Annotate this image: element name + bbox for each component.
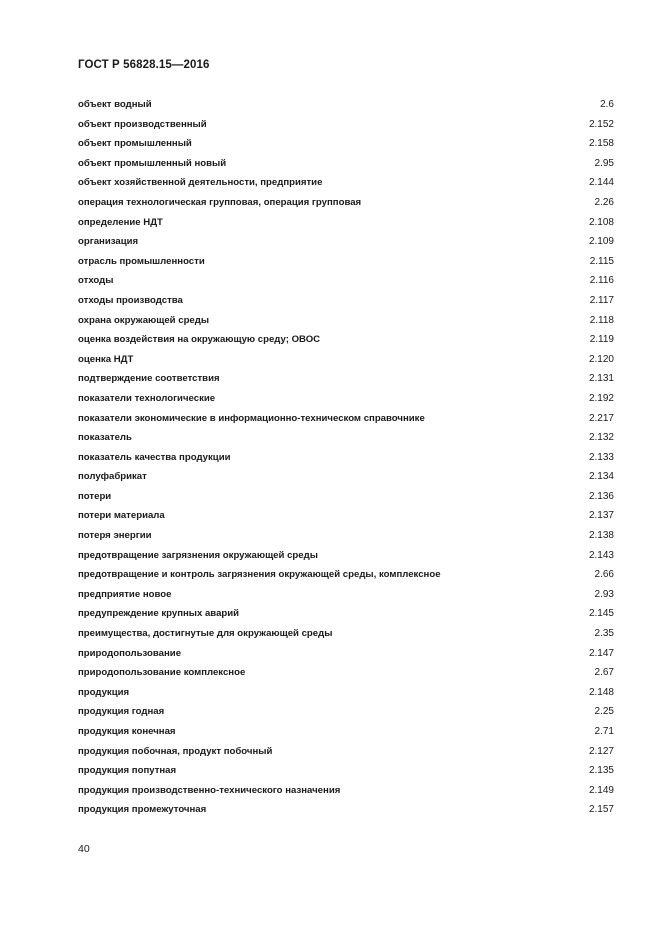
index-term: предотвращение и контроль загрязнения окружающей среды, комплексное [78, 569, 441, 581]
index-term: предприятие новое [78, 588, 172, 600]
page-number: 40 [78, 843, 90, 855]
index-term: оценка НДТ [78, 353, 134, 365]
index-term: преимущества, достигнутые для окружающей среды [78, 628, 333, 640]
index-term: показатели экономические в информационно-техническом справочнике [78, 412, 425, 424]
index-reference: 2.115 [589, 255, 614, 267]
index-reference: 2.132 [588, 432, 614, 444]
index-term: объект промышленный новый [78, 157, 227, 169]
index-term: потеря энергии [78, 530, 152, 542]
index-entry [78, 213, 614, 233]
index-reference: 2.135 [588, 765, 614, 777]
index-reference: 2.93 [594, 588, 614, 600]
index-reference: 2.120 [588, 353, 614, 365]
index-entry [78, 173, 614, 193]
index-reference: 2.149 [588, 784, 614, 796]
index-term: предотвращение загрязнения окружающей среды [78, 549, 318, 561]
index-reference: 2.119 [589, 334, 614, 346]
index-term: потери материала [78, 510, 165, 522]
index-entry [78, 95, 614, 115]
index-reference: 2.116 [589, 275, 614, 287]
index-term: оценка воздействия на окружающую среду; ОВОС [78, 334, 321, 346]
index-entry [78, 683, 614, 703]
index-reference: 2.109 [588, 236, 614, 248]
index-entry [78, 291, 614, 311]
index-term: продукция попутная [78, 765, 177, 777]
index-term: охрана окружающей среды [78, 314, 210, 326]
index-reference: 2.35 [594, 628, 614, 640]
index-term: продукция производственно-технического назначения [78, 784, 341, 796]
index-reference: 2.144 [588, 177, 614, 189]
index-term: природопользование [78, 647, 182, 659]
index-entry [78, 448, 614, 468]
index-reference: 2.117 [589, 294, 614, 306]
index-entry [78, 624, 614, 644]
index-entry [78, 742, 614, 762]
index-term: показатель качества продукции [78, 451, 231, 463]
index-reference: 2.67 [594, 667, 614, 679]
index-entry [78, 663, 614, 683]
index-reference: 2.66 [594, 569, 614, 581]
index-reference: 2.71 [594, 726, 614, 737]
index-term: предупреждение крупных аварий [78, 608, 240, 620]
index-entry [78, 800, 614, 820]
index-entry [78, 154, 614, 174]
index-reference: 2.148 [588, 686, 614, 698]
index-term: показатель [78, 432, 132, 444]
index-entry [78, 565, 614, 585]
index-term: показатели технологические [78, 392, 216, 404]
document-title: ГОСТ Р 56828.15—2016 [78, 59, 210, 71]
index-reference: 2.25 [594, 706, 614, 718]
document-header [78, 59, 209, 71]
index-entry [78, 134, 614, 154]
index-term: подтверждение соответствия [78, 373, 220, 385]
index-reference: 2.131 [588, 373, 614, 385]
index-reference: 2.133 [588, 451, 614, 463]
index-term: отходы производства [78, 294, 183, 306]
index-entry [78, 506, 614, 526]
index-term: отрасль промышленности [78, 255, 205, 267]
index-entry [78, 526, 614, 546]
index-entry [78, 761, 614, 781]
index-term: потери [78, 490, 112, 502]
index-term: продукция годная [78, 706, 165, 718]
index-term: организация [78, 236, 139, 248]
index-reference: 2.6 [600, 99, 614, 110]
index-entry [78, 350, 614, 370]
index-entry [78, 311, 614, 331]
index-entry [78, 193, 614, 213]
index-entry [78, 585, 614, 605]
term-index-list [78, 95, 614, 820]
index-entry [78, 369, 614, 389]
index-term: отходы [78, 275, 114, 287]
index-entry [78, 546, 614, 566]
index-entry [78, 115, 614, 135]
index-reference: 2.127 [588, 745, 614, 757]
index-entry [78, 232, 614, 252]
index-term: природопользование комплексное [78, 667, 246, 679]
index-term: операция технологическая групповая, операция групповая [78, 196, 362, 208]
index-reference: 2.143 [588, 549, 614, 561]
index-entry [78, 389, 614, 409]
index-reference: 2.137 [588, 510, 614, 522]
index-entry [78, 467, 614, 487]
index-reference: 2.152 [588, 118, 614, 130]
index-entry [78, 252, 614, 272]
index-reference: 2.118 [589, 314, 614, 326]
index-entry [78, 781, 614, 801]
index-term: объект водный [78, 99, 152, 110]
index-term: продукция промежуточная [78, 804, 207, 816]
index-entry [78, 722, 614, 742]
index-term: объект хозяйственной деятельности, предприятие [78, 177, 323, 189]
index-entry [78, 702, 614, 722]
index-reference: 2.26 [594, 196, 614, 208]
index-entry [78, 409, 614, 429]
index-term: определение НДТ [78, 216, 163, 228]
index-reference: 2.217 [588, 412, 614, 424]
index-reference: 2.192 [588, 392, 614, 404]
index-entry [78, 330, 614, 350]
index-term: объект промышленный [78, 138, 192, 150]
index-reference: 2.138 [588, 530, 614, 542]
index-term: продукция побочная, продукт побочный [78, 745, 273, 757]
index-entry [78, 487, 614, 507]
index-entry [78, 604, 614, 624]
index-reference: 2.158 [588, 138, 614, 150]
index-reference: 2.157 [588, 804, 614, 816]
index-reference: 2.145 [588, 608, 614, 620]
index-reference: 2.147 [588, 647, 614, 659]
index-reference: 2.108 [588, 216, 614, 228]
index-reference: 2.95 [594, 157, 614, 169]
index-term: объект производственный [78, 118, 207, 130]
index-term: продукция конечная [78, 726, 176, 737]
index-reference: 2.136 [588, 490, 614, 502]
index-entry [78, 644, 614, 664]
index-entry [78, 428, 614, 448]
index-entry [78, 271, 614, 291]
index-reference: 2.134 [588, 471, 614, 483]
index-term: полуфабрикат [78, 471, 147, 483]
index-term: продукция [78, 686, 130, 698]
